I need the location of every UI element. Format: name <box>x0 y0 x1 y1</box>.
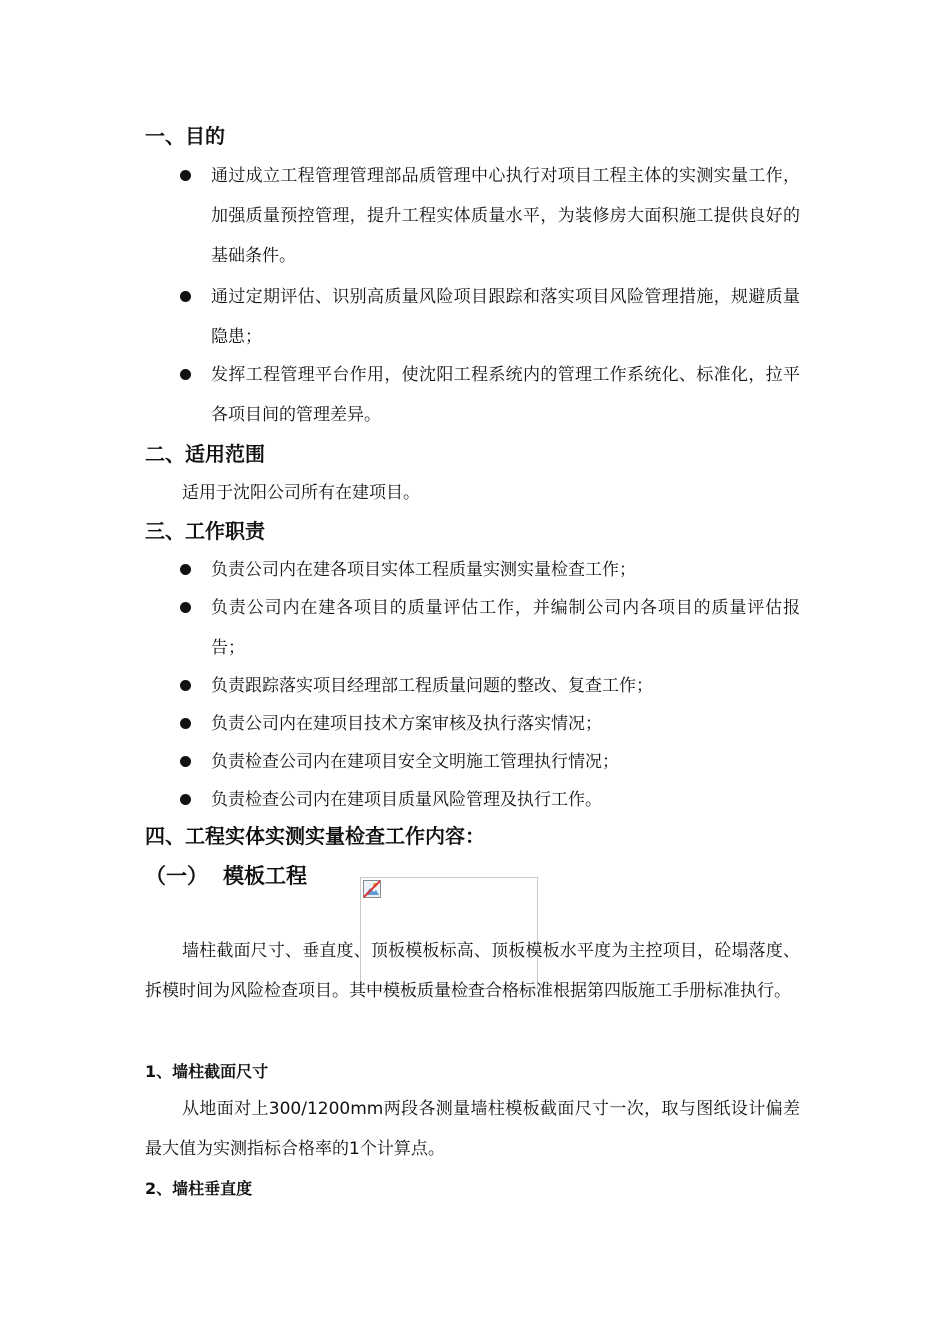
section-3-item-3 <box>180 666 800 706</box>
broken-image-icon <box>363 880 381 898</box>
section-1-item-1 <box>180 156 800 276</box>
item-2-heading: 2、墙柱垂直度 <box>145 1179 253 1198</box>
list-item-text: 负责公司内在建各项目的质量评估工作，并编制公司内各项目的质量评估报告； <box>211 598 800 658</box>
bullet-dot-icon <box>180 291 191 302</box>
list-item-text: 负责公司内在建项目技术方案审核及执行落实情况； <box>211 714 602 734</box>
section-1-item-2 <box>180 277 800 357</box>
list-item-text: 负责公司内在建各项目实体工程质量实测实量检查工作； <box>211 560 636 580</box>
list-item-text: 通过成立工程管理管理部品质管理中心执行对项目工程主体的实测实量工作，加强质量预控管理，提升工程实体质量水平，为装修房大面积施工提供良好的基础条件。 <box>211 166 800 266</box>
list-item-text: 负责检查公司内在建项目质量风险管理及执行工作。 <box>211 790 602 810</box>
bullet-dot-icon <box>180 718 191 729</box>
section-3-item-4 <box>180 704 800 744</box>
section-1-heading: 一、目的 <box>145 124 225 148</box>
bullet-dot-icon <box>180 794 191 805</box>
bullet-dot-icon <box>180 564 191 575</box>
bullet-dot-icon <box>180 602 191 613</box>
section-3-item-1 <box>180 550 800 590</box>
list-item-text: 负责跟踪落实项目经理部工程质量问题的整改、复查工作； <box>211 676 653 696</box>
section-3-heading: 三、工作职责 <box>145 519 265 543</box>
section-4-heading: 四、工程实体实测实量检查工作内容： <box>145 824 485 848</box>
section-2-text: 适用于沈阳公司所有在建项目。 <box>182 483 420 503</box>
bullet-dot-icon <box>180 680 191 691</box>
list-item-text: 发挥工程管理平台作用，使沈阳工程系统内的管理工作系统化、标准化，拉平各项目间的管理差异。 <box>211 365 800 425</box>
subsection-title: 模板工程 <box>223 864 307 888</box>
bullet-dot-icon <box>180 170 191 181</box>
section-3-item-6 <box>180 780 800 820</box>
section-3-item-2 <box>180 588 800 668</box>
section-3-item-5 <box>180 742 800 782</box>
subsection-1-intro: 墙柱截面尺寸、垂直度、顶板模板标高、顶板模板水平度为主控项目，砼塌落度、拆模时间为风险检查项目。其中模板质量检查合格标准根据第四版施工手册标准执行。 <box>145 941 800 1001</box>
item-1-text: 从地面对上300/1200mm两段各测量墙柱模板截面尺寸一次，取与图纸设计偏差最大值为实测指标合格率的1个计算点。 <box>145 1099 800 1159</box>
list-item-text: 通过定期评估、识别高质量风险项目跟踪和落实项目风险管理措施，规避质量隐患； <box>211 287 800 347</box>
bullet-dot-icon <box>180 756 191 767</box>
bullet-dot-icon <box>180 369 191 380</box>
subsection-number: （一） <box>145 864 208 888</box>
section-2-heading: 二、适用范围 <box>145 442 265 466</box>
item-1-heading: 1、墙柱截面尺寸 <box>145 1062 269 1081</box>
subsection-1-heading <box>145 861 307 891</box>
section-1-item-3 <box>180 355 800 435</box>
list-item-text: 负责检查公司内在建项目安全文明施工管理执行情况； <box>211 752 619 772</box>
